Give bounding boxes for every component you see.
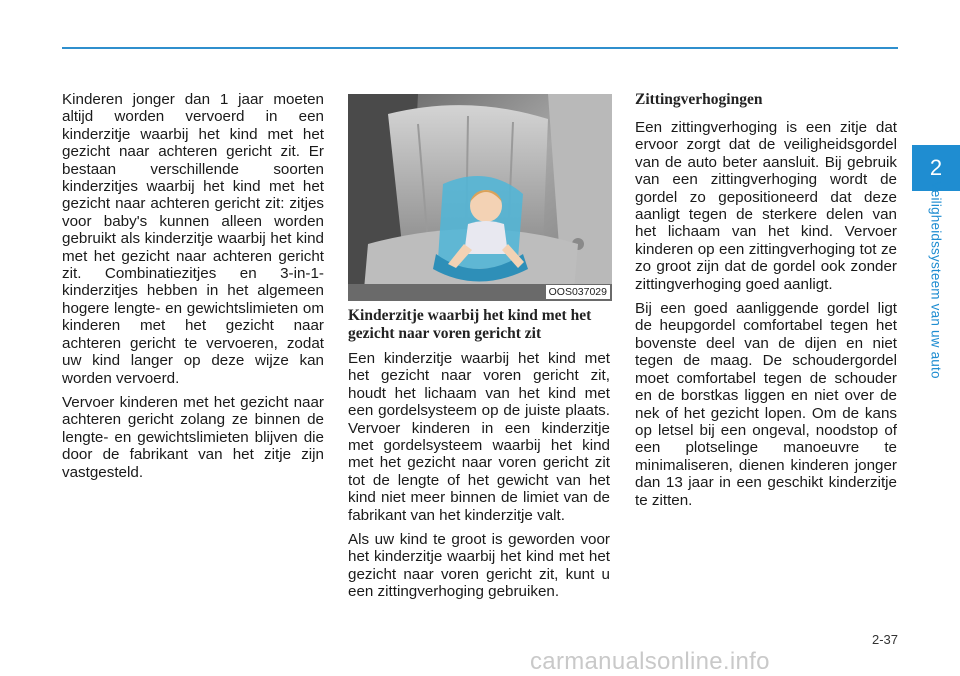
chapter-title: Veiligheidssysteem van uw auto	[928, 181, 944, 379]
figure-code: OOS037029	[546, 285, 610, 299]
page-number: 2-37	[871, 632, 898, 647]
figure-car-seat	[348, 94, 612, 301]
paragraph: Als uw kind te groot is geworden voor het kinderzitje waarbij het kind met het gezicht naar voren gericht zit, kunt u een zittingverhoging gebruiken.	[348, 531, 610, 601]
paragraph: Kinderen jonger dan 1 jaar moeten altijd worden vervoerd in een kinderzitje waarbij het kind met het gezicht naar achteren gericht zit. Er bestaan verschillende soorten kinderzitjes waarbij het kind met het gezicht naar achteren gericht zit: zitjes voor baby's kunnen alleen worden gebruikt als kinderzitje waarbij het kind met het gezicht naar achteren gericht zit. Combinatiezitjes en 3-in-1-kinderzitjes hebben in het algemeen hogere lengte- en gewichtslimieten om kinderen met het gezicht naar achteren gericht te vervoeren, zodat uw kind langer op deze wijze kan worden vervoerd.	[62, 91, 324, 387]
paragraph: Een kinderzitje waarbij het kind met het gezicht naar voren gericht zit, houdt het lichaam van het kind met een gordelsysteem op de juiste plaats. Vervoer kinderen in een kinderzitje met gordelsysteem waarbij het kind met het gezicht naar voren gericht zit tot de lengte of het gewicht van het kind niet meer binnen de limiet van de fabrikant van het kinderzitje valt.	[348, 350, 610, 524]
column-2	[348, 307, 610, 608]
section-heading: Zittingverhogingen	[635, 91, 763, 108]
car-seat-illustration	[348, 94, 612, 301]
column-3	[635, 91, 897, 516]
watermark: carmanualsonline.info	[530, 648, 770, 675]
paragraph: Een zittingverhoging is een zitje dat ervoor zorgt dat de veiligheidsgordel van de auto beter aansluit. Bij gebruik van een zittingverhoging wordt de gordel zo gepositioneerd dat deze aanligt tegen de sterkere delen van het lichaam van het kind. Vervoer kinderen op een zittingverhoging tot ze zo groot zijn dat de gordel ook zonder zittingverhoging goed aanligt.	[635, 119, 897, 293]
paragraph: Bij een goed aanliggende gordel ligt de heupgordel comfortabel tegen het bovenste deel van de dijen en niet tegen de maag. De schoudergordel moet comfortabel tegen de schouder en de borstkas liggen en niet over de nek of het gezicht lopen. Om de kans op letsel bij een ongeval, noodstop of een plotselinge manoeuvre te minimaliseren, dienen kinderen jonger dan 13 jaar in een geschikt kinderzitje te zitten.	[635, 300, 897, 509]
column-1	[62, 91, 324, 488]
paragraph: Vervoer kinderen met het gezicht naar achteren gericht zolang ze binnen de lengte- en gewichtslimieten blijven die door de fabrikant van het zitje zijn vastgesteld.	[62, 393, 324, 481]
header-rule	[62, 47, 898, 49]
section-heading: Kinderzitje waarbij het kind met het gezicht naar voren gericht zit	[348, 307, 592, 342]
chapter-tab: 2	[912, 145, 960, 191]
